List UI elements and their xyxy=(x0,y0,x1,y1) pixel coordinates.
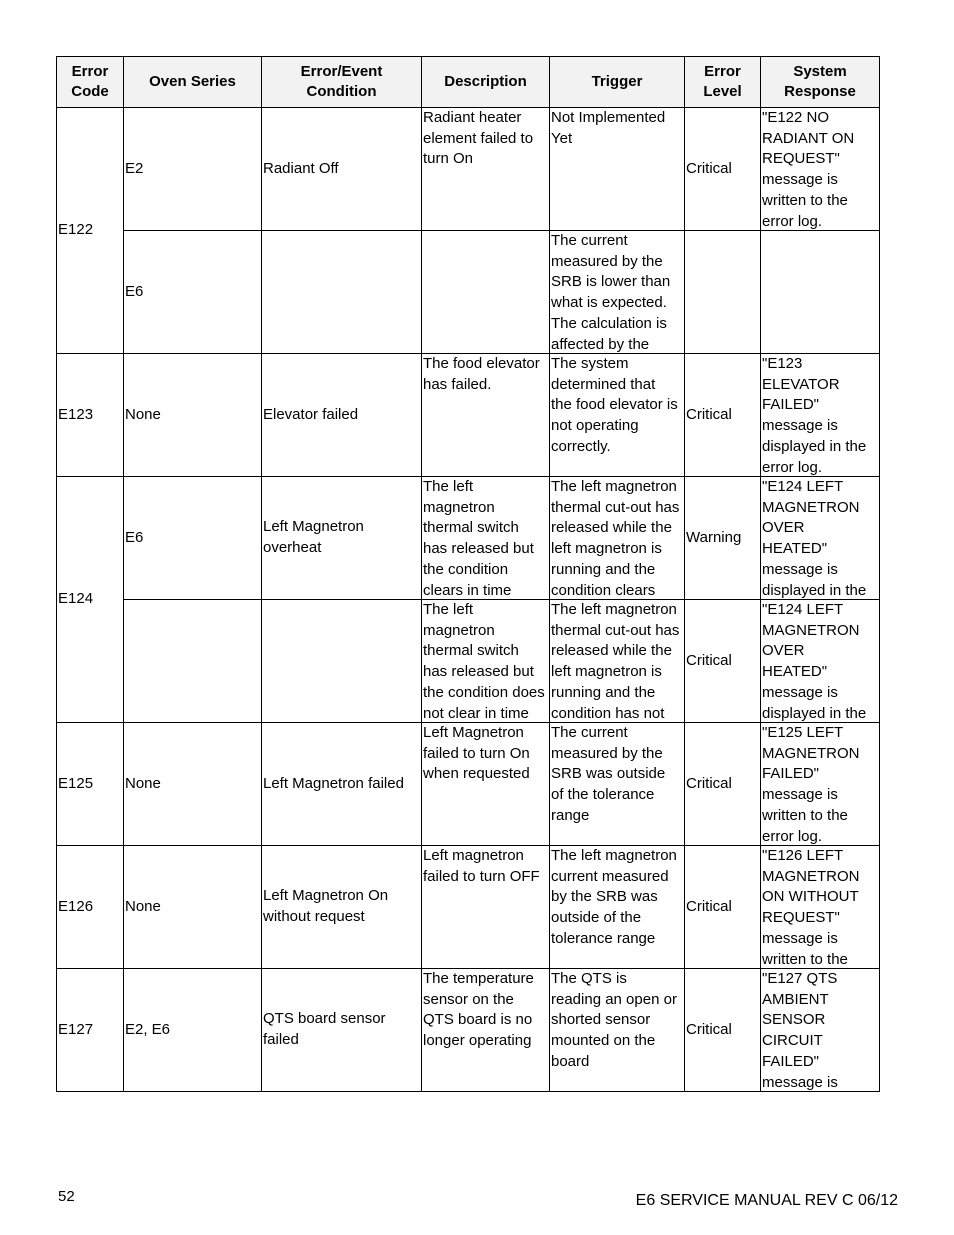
table-row xyxy=(57,108,880,231)
table-row xyxy=(57,354,880,477)
error-level-cell: Warning xyxy=(685,477,761,600)
description-cell: The temperature sensor on the QTS board is no longer operating xyxy=(422,969,550,1092)
condition-cell xyxy=(262,231,422,354)
header-oven-series: Oven Series xyxy=(124,57,262,108)
trigger-cell: The system determined that the food elevator is not operating correctly. xyxy=(550,354,685,477)
system-response-cell: "E124 LEFT MAGNETRON OVER HEATED" message is displayed in the xyxy=(761,600,880,723)
description-cell: The food elevator has failed. xyxy=(422,354,550,477)
oven-series-cell: None xyxy=(124,354,262,477)
table-row xyxy=(57,969,880,1092)
oven-series-cell xyxy=(124,600,262,723)
description-cell: The left magnetron thermal switch has released but the condition does not clear in time xyxy=(422,600,550,723)
trigger-cell: Not Implemented Yet xyxy=(550,108,685,231)
condition-cell xyxy=(262,600,422,723)
error-code-cell: E122 xyxy=(57,108,124,354)
description-cell: Left magnetron failed to turn OFF xyxy=(422,846,550,969)
error-code-table xyxy=(56,56,880,1092)
system-response-cell: "E122 NO RADIANT ON REQUEST" message is written to the error log. xyxy=(761,108,880,231)
header-trigger: Trigger xyxy=(550,57,685,108)
condition-cell: Left Magnetron overheat xyxy=(262,477,422,600)
oven-series-cell: E6 xyxy=(124,477,262,600)
system-response-cell: "E127 QTS AMBIENT SENSOR CIRCUIT FAILED" message is xyxy=(761,969,880,1092)
system-response-cell xyxy=(761,231,880,354)
header-error-level: Error Level xyxy=(685,57,761,108)
condition-cell: QTS board sensor failed xyxy=(262,969,422,1092)
trigger-cell: The current measured by the SRB was outside of the tolerance range xyxy=(550,723,685,846)
error-code-cell: E125 xyxy=(57,723,124,846)
trigger-cell: The left magnetron thermal cut-out has released while the left magnetron is running and the condition has not xyxy=(550,600,685,723)
error-code-cell: E127 xyxy=(57,969,124,1092)
system-response-cell: "E125 LEFT MAGNETRON FAILED" message is written to the error log. xyxy=(761,723,880,846)
trigger-cell: The left magnetron thermal cut-out has released while the left magnetron is running and the condition clears xyxy=(550,477,685,600)
table-header-row xyxy=(57,57,880,108)
table-row xyxy=(57,477,880,600)
description-cell: Left Magnetron failed to turn On when requested xyxy=(422,723,550,846)
header-system-response: System Response xyxy=(761,57,880,108)
table-row xyxy=(57,723,880,846)
description-cell: Radiant heater element failed to turn On xyxy=(422,108,550,231)
header-description: Description xyxy=(422,57,550,108)
error-level-cell: Critical xyxy=(685,600,761,723)
trigger-cell: The QTS is reading an open or shorted sensor mounted on the board xyxy=(550,969,685,1092)
oven-series-cell: None xyxy=(124,846,262,969)
table-row xyxy=(57,231,880,354)
error-level-cell: Critical xyxy=(685,108,761,231)
page-number: 52 xyxy=(58,1188,75,1205)
header-condition: Error/Event Condition xyxy=(262,57,422,108)
trigger-cell: The current measured by the SRB is lower than what is expected. The calculation is affected by the xyxy=(550,231,685,354)
oven-series-cell: None xyxy=(124,723,262,846)
description-cell: The left magnetron thermal switch has released but the condition clears in time xyxy=(422,477,550,600)
condition-cell: Left Magnetron On without request xyxy=(262,846,422,969)
error-code-cell: E123 xyxy=(57,354,124,477)
error-level-cell xyxy=(685,231,761,354)
table-row xyxy=(57,846,880,969)
condition-cell: Elevator failed xyxy=(262,354,422,477)
error-level-cell: Critical xyxy=(685,969,761,1092)
oven-series-cell: E2 xyxy=(124,108,262,231)
condition-cell: Left Magnetron failed xyxy=(262,723,422,846)
trigger-cell: The left magnetron current measured by the SRB was outside of the tolerance range xyxy=(550,846,685,969)
error-level-cell: Critical xyxy=(685,846,761,969)
error-code-cell: E124 xyxy=(57,477,124,723)
table-row xyxy=(57,600,880,723)
error-code-cell: E126 xyxy=(57,846,124,969)
system-response-cell: "E124 LEFT MAGNETRON OVER HEATED" message is displayed in the xyxy=(761,477,880,600)
error-level-cell: Critical xyxy=(685,354,761,477)
condition-cell: Radiant Off xyxy=(262,108,422,231)
header-error-code: Error Code xyxy=(57,57,124,108)
system-response-cell: "E126 LEFT MAGNETRON ON WITHOUT REQUEST" message is written to the xyxy=(761,846,880,969)
oven-series-cell: E2, E6 xyxy=(124,969,262,1092)
description-cell xyxy=(422,231,550,354)
system-response-cell: "E123 ELEVATOR FAILED" message is displayed in the error log. xyxy=(761,354,880,477)
manual-title: E6 SERVICE MANUAL REV C 06/12 xyxy=(635,1192,898,1209)
error-level-cell: Critical xyxy=(685,723,761,846)
oven-series-cell: E6 xyxy=(124,231,262,354)
